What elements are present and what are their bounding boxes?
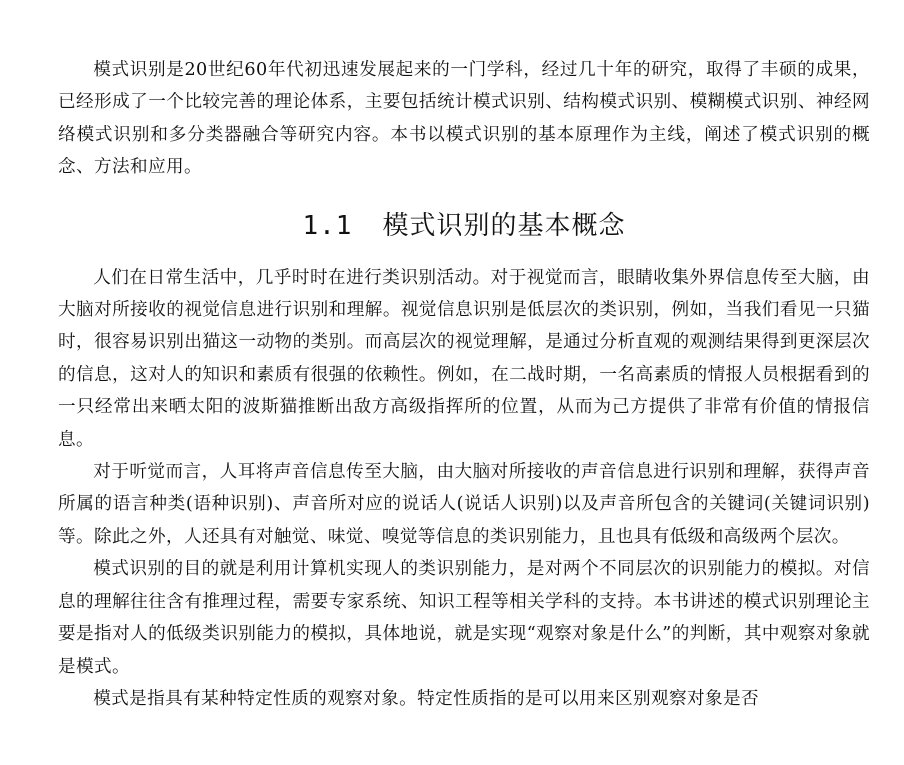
body-paragraph-4: 模式是指具有某种特定性质的观察对象。特定性质指的是可以用来区别观察对象是否 xyxy=(93,688,759,709)
section-title: 模式识别的基本概念 xyxy=(382,210,626,241)
document-page xyxy=(58,54,870,715)
section-number: 1.1 xyxy=(302,210,353,241)
section-heading xyxy=(58,206,870,246)
section-body xyxy=(58,262,870,716)
body-paragraph-3: 模式识别的目的就是利用计算机实现人的类识别能力，是对两个不同层次的识别能力的模拟。对信息的理解往往含有推理过程，需要专家系统、知识工程等相关学科的支持。本书讲述的模式识别理论主要是指对人的低级类识别能力的模拟，具体地说，就是实现“观察对象是什么”的判断，其中观察对象就是模式。 xyxy=(58,559,870,677)
intro-paragraph: 模式识别是20世纪60年代初迅速发展起来的一门学科，经过几十年的研究，取得了丰硕的成果，已经形成了一个比较完善的理论体系，主要包括统计模式识别、结构模式识别、模糊模式识别、神经网络模式识别和多分类器融合等研究内容。本书以模式识别的基本原理作为主线，阐述了模式识别的概念、方法和应用。 xyxy=(58,60,870,178)
body-paragraph-2: 对于听觉而言，人耳将声音信息传至大脑，由大脑对所接收的声音信息进行识别和理解，获得声音所属的语言种类(语种识别)、声音所对应的说话人(说话人识别)以及声音所包含的关键词(关键词识别)等。除此之外，人还具有对触觉、味觉、嗅觉等信息的类识别能力，且也具有低级和高级两个层次。 xyxy=(58,462,870,547)
body-paragraph-1: 人们在日常生活中，几乎时时在进行类识别活动。对于视觉而言，眼睛收集外界信息传至大脑，由大脑对所接收的视觉信息进行识别和理解。视觉信息识别是低层次的类识别，例如，当我们看见一只猫时，很容易识别出猫这一动物的类别。而高层次的视觉理解，是通过分析直观的观测结果得到更深层次的信息，这对人的知识和素质有很强的依赖性。例如，在二战时期，一名高素质的情报人员根据看到的一只经常出来晒太阳的波斯猫推断出敌方高级指挥所的位置，从而为己方提供了非常有价值的情报信息。 xyxy=(58,267,870,450)
